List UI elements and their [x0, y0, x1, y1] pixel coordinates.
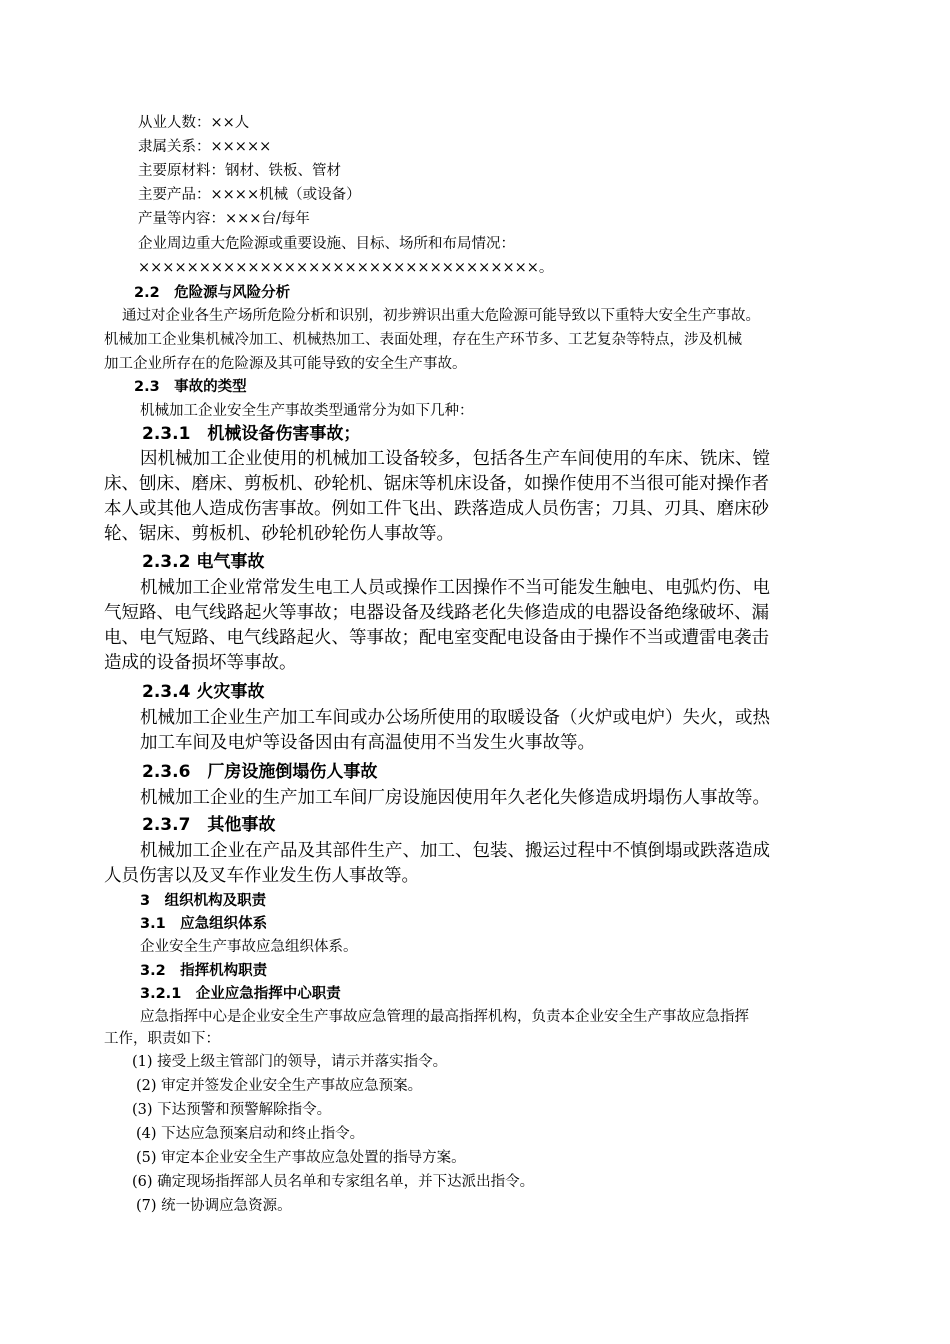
paragraph-line: 床、刨床、磨床、剪板机、砂轮机、锯床等机床设备，如操作使用不当很可能对操作者	[104, 474, 769, 494]
paragraph-line: 气短路、电气线路起火等事故；电器设备及线路老化失修造成的电器设备绝缘破坏、漏	[104, 603, 769, 623]
paragraph-line: 机械加工企业集机械冷加工、机械热加工、表面处理，存在生产环节多、工艺复杂等特点，涉及机械	[104, 332, 742, 348]
paragraph-line: 造成的设备损坏等事故。	[104, 653, 297, 673]
subsection-heading-2-3-2: 2.3.2 电气事故	[142, 552, 265, 572]
section-heading-3-2: 3.2 指挥机构职责	[140, 963, 268, 979]
paragraph-line: 机械加工企业的生产加工车间厂房设施因使用年久老化失修造成坍塌伤人事故等。	[140, 788, 770, 808]
paragraph-line: 工作，职责如下：	[104, 1031, 220, 1047]
paragraph-line: 人员伤害以及叉车作业发生伤人事故等。	[104, 866, 419, 886]
list-item: (5) 审定本企业安全生产事故应急处置的指导方案。	[136, 1150, 466, 1166]
paragraph-line: 本人或其他人造成伤害事故。例如工件飞出、跌落造成人员伤害；刀具、刃具、磨床砂	[104, 499, 769, 519]
surroundings-placeholder-line: ×××××××××××××××××××××××××××××××××。	[138, 260, 554, 276]
raw-materials-line: 主要原材料：钢材、铁板、管材	[138, 163, 341, 179]
section-heading-3-1: 3.1 应急组织体系	[140, 916, 268, 932]
main-products-line: 主要产品：××××机械（或设备）	[138, 187, 361, 203]
paragraph-line: 通过对企业各生产场所危险分析和识别，初步辨识出重大危险源可能导致以下重特大安全生产事故。	[122, 308, 760, 324]
section-heading-3-2-1: 3.2.1 企业应急指挥中心职责	[140, 986, 341, 1002]
paragraph-line: 企业安全生产事故应急组织体系。	[140, 939, 358, 955]
subsection-heading-2-3-6: 2.3.6 厂房设施倒塌伤人事故	[142, 762, 378, 782]
paragraph-line: 机械加工企业常常发生电工人员或操作工因操作不当可能发生触电、电弧灼伤、电	[140, 578, 770, 598]
paragraph-line: 机械加工企业安全生产事故类型通常分为如下几种：	[140, 403, 474, 419]
paragraph-line: 机械加工企业在产品及其部件生产、加工、包装、搬运过程中不慎倒塌或跌落造成	[140, 841, 770, 861]
list-item: (1) 接受上级主管部门的领导，请示并落实指令。	[132, 1054, 448, 1070]
affiliation-line: 隶属关系：×××××	[138, 139, 272, 155]
paragraph-line: 因机械加工企业使用的机械加工设备较多，包括各生产车间使用的车床、铣床、镗	[140, 449, 770, 469]
subsection-heading-2-3-4: 2.3.4 火灾事故	[142, 682, 265, 702]
surroundings-line: 企业周边重大危险源或重要设施、目标、场所和布局情况：	[138, 236, 515, 252]
paragraph-line: 机械加工企业生产加工车间或办公场所使用的取暖设备（火炉或电炉）失火，或热	[140, 708, 770, 728]
paragraph-line: 加工车间及电炉等设备因由有高温使用不当发生火事故等。	[140, 733, 595, 753]
list-item: (3) 下达预警和预警解除指令。	[132, 1102, 332, 1118]
section-heading-3: 3 组织机构及职责	[140, 893, 267, 909]
paragraph-line: 加工企业所存在的危险源及其可能导致的安全生产事故。	[104, 356, 467, 372]
output-line: 产量等内容：×××台/每年	[138, 211, 310, 227]
list-item: (4) 下达应急预案启动和终止指令。	[136, 1126, 365, 1142]
list-item: (6) 确定现场指挥部人员名单和专家组名单，并下达派出指令。	[132, 1174, 535, 1190]
paragraph-line: 电、电气短路、电气线路起火、等事故；配电室变配电设备由于操作不当或遭雷电袭击	[104, 628, 769, 648]
list-item: (7) 统一协调应急资源。	[136, 1198, 292, 1214]
section-heading-2-2: 2.2 危险源与风险分析	[134, 285, 291, 301]
subsection-heading-2-3-7: 2.3.7 其他事故	[142, 815, 276, 835]
employee-count-line: 从业人数：××人	[138, 115, 250, 131]
list-item: (2) 审定并签发企业安全生产事故应急预案。	[136, 1078, 423, 1094]
subsection-heading-2-3-1: 2.3.1 机械设备伤害事故；	[142, 424, 361, 444]
section-heading-2-3: 2.3 事故的类型	[134, 379, 247, 395]
paragraph-line: 应急指挥中心是企业安全生产事故应急管理的最高指挥机构，负责本企业安全生产事故应急指挥	[140, 1009, 749, 1025]
paragraph-line: 轮、锯床、剪板机、砂轮机砂轮伤人事故等。	[104, 524, 454, 544]
